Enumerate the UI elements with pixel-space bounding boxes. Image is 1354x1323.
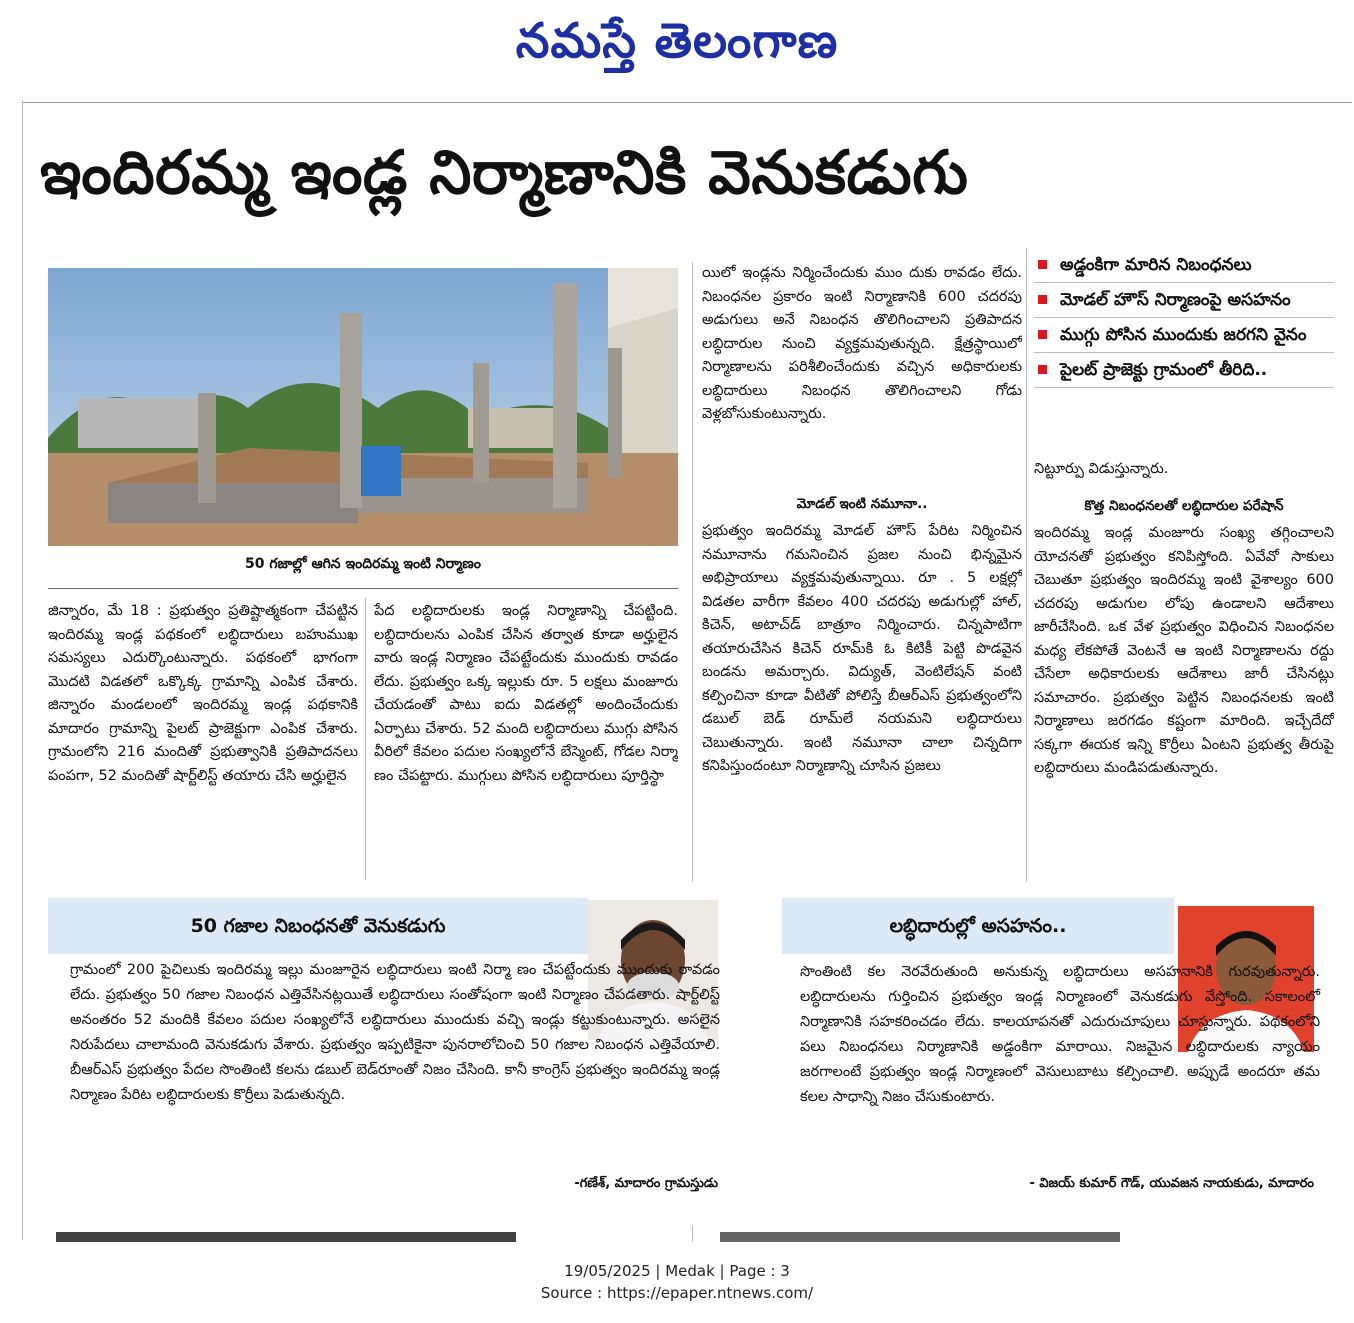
column-divider [1026,248,1027,882]
article-column-4b: ఇందిరమ్మ ఇండ్ల మంజూరు సంఖ్య తగ్గించాలని యోచనతో ప్రభుత్వం కనిపిస్తోంది. ఏవేవో సాకులు చెబుతూ ప్రభుత్వం ఇందిరమ్మ ఇంటి వైశాల్యం 600 చదరపు అడుగుల లోపు ఉండాలని ఆదేశాలు జారీచేసింది. ఒక వేళ ప్రభుత్వం విధించిన నిబంధనల మధ్య లేకపోతే వెంటనే ఆ ఇంటి నిర్మాణాలను రద్దు చేసేలా అధికారులకు ఆదేశాలు జారీ చేసినట్లు సమాచారం. ప్రభుత్వం పెట్టిన నిబంధనలకు ఇంటి నిర్మాణాలు జరగడం కష్టంగా మారింది. ఇచ్చేదేదో సక్కగా ఈయక ఇన్ని కొర్రీలు ఏంటని ప్రభుత్వ తీరుపై లబ్ధిదారులు మండిపడుతున్నారు. [1034,525,1334,776]
box-title: లబ్ధిదారుల్లో అసహనం.. [782,898,1174,954]
subheading-new-rules: కొత్త నిబంధనలతో లబ్ధిదారుల పరేషాన్ [1084,498,1284,514]
box-body: గ్రామంలో 200 పైచిలుకు ఇందిరమ్మ ఇల్లు మంజూరైన లబ్ధిదారులు ఇంటి నిర్మా ణం చేపట్టేందుకు ముందుకు రావడం లేదు. ప్రభుత్వం 50 గజాల నిబంధన ఎత్తివేసినట్లయితే లబ్ధిదారులు సంతోషంగా ఇంటి నిర్మాణం చేపడతారు. షార్ట్‌లిస్ట్ అనంతరం 52 మందికి కేవలం పదుల సంఖ్యలోనే లబ్ధిదారులు ముందుకు వచ్చి ఇండ్లు కట్టుకుంటున్నారు. అసలైన నిరుపేదలు చాలామంది వెనుకడుగు వేశారు. ప్రభుత్వం ఇప్పటికైనా పునరాలోచించి 50 గజాల నిబంధన ఎత్తివేయాలి. బీఆర్ఎస్ ప్రభుత్వం పేదల సొంతింటి కలను డబుల్ బెడ్‌రూంతో నిజం చేసింది. కానీ కాంగ్రెస్ ప్రభుత్వం ఇందిరమ్మ ఇండ్ల నిర్మాణం పేరిట లబ్ధిదారులకు కొర్రీలు పెడుతున్నది. [70,962,720,1103]
article-column-4a: నిట్టూర్పు విడుస్తున్నారు. [1034,461,1169,477]
article-column-2: పేద లబ్ధిదారులకు ఇండ్ల నిర్మాణాన్ని చేపట్టింది. లబ్ధిదారులను ఎంపిక చేసిన తర్వాత కూడా అర్హులైన వారు ఇండ్ల నిర్మాణం చేపట్టేందుకు ముందుకు రావడం లేదు. ప్రభుత్వం ఒక్క ఇల్లుకు రూ. 5 లక్షలు మంజూరు చేయడంతో పాటు ఐదు విడతల్లో అందించేందుకు ఏర్పాటు చేశారు. 52 మంది లబ్ధిదారులు ముగ్గు పోసిన వీరిలో కేవలం పదుల సంఖ్యలోనే బేస్మెంట్, గోడల నిర్మా ణం చేపట్టారు. ముగ్గులు పోసిన లబ్ధిదారులు పూర్తిస్థా [374,603,678,784]
highlight-item: మోడల్ హౌస్ నిర్మాణంపై అసహనం [1034,283,1334,317]
masthead: నమస్తే తెలంగాణ [515,13,839,69]
column-divider [692,262,693,882]
article-column-3a: యిలో ఇండ్లను నిర్మించేందుకు ముం దుకు రావడం లేదు. నిబంధనల ప్రకారం ఇంటి నిర్మాణానికి 600 చదరపు అడుగులు అనే నిబంధన తొలిగించాలని ప్రతిపాదన లబ్ధిదారుల నుంచి వ్యక్తమవుతున్నది. క్షేత్రస్థాయిలో నిర్మాణాలను పరిశీలించేందుకు వచ్చిన అధికారులకు లబ్ధిదారులు నిబంధన తొలిగించాలని గోడు వెళ్లబోసుకుంటున్నారు. [702,265,1022,422]
footer-source: Source : https://epaper.ntnews.com/ [540,1284,814,1302]
construction-photo [48,268,678,546]
signature: -గణేశ్, మాదారం గ్రామస్తుడు [574,1176,718,1191]
article-column-1: జిన్నారం, మే 18 : ప్రభుత్వం ప్రతిష్టాత్మకంగా చేపట్టిన ఇందిరమ్మ ఇండ్ల పథకంలో లబ్ధిదారులు బహుముఖ సమస్యలు ఎదుర్కొంటున్నారు. పథకంలో భాగంగా మొదటి విడతలో ఒక్కొక్క గ్రామాన్ని ఎంపిక చేశారు. జిన్నారం మండలంలో ఇందిరమ్మ ఇండ్ల పథకానికి మాదారం గ్రామాన్ని పైలట్ ప్రాజెక్టుగా ఎంపిక చేశారు. గ్రామంలోని 216 మందితో ప్రభుత్వానికి ప్రతిపాదనలు పంపగా, 52 మందితో షార్ట్‌లిస్ట్ తయారు చేసి అర్హులైన [48,603,358,784]
article-column-3b: ప్రభుత్వం ఇందిరమ్మ మోడల్ హౌస్ పేరిట నిర్మించిన నమూనాను గమనించిన ప్రజల నుంచి భిన్నమైన అభిప్రాయాలు వ్యక్తమవుతున్నాయి. రూ . 5 లక్షల్లో విడతల వారీగా కేవలం 400 చదరపు అడుగుల్లో హాల్, కిచెన్, అటాచ్‌డ్ బాత్రూం నిర్మించారు. చిన్నపాటిగా తయారుచేసిన కిచెన్ రూమ్‌కి ఓ కిటికీ పెట్టి పొడవైన బండను అమర్చారు. విద్యుత్, వెంటిలేషన్ వంటి కల్పించినా కూడా వీటితో పోలిస్తే బీఆర్ఎస్ ప్రభుత్వంలోని డబుల్ బెడ్ రూమ్‌లే నయమని లబ్ధిదారులు చెబుతున్నారు. ఇంటి నమూనా చాలా చిన్నదిగా కనిపిస్తుందంటూ నిర్మాణాన్ని చూసిన ప్రజలు [702,523,1022,774]
photo-caption: 50 గజాల్లో ఆగిన ఇందిరమ్మ ఇంటి నిర్మాణం [245,556,481,572]
top-rule [22,102,1352,103]
highlight-item: అడ్డంకిగా మారిన నిబంధనలు [1034,248,1334,282]
highlights-list [1034,248,1334,388]
box-body: సొంతింటి కల నెరవేరుతుంది అనుకున్న లబ్ధిదారులు అసహనానికి గురవుతున్నారు. లబ్ధిదారులను గుర్తించిన ప్రభుత్వం ఇండ్ల నిర్మాణంలో వెనుకడుగు వేస్తోంది. సకాలంలో నిర్మాణానికి సహకరించడం లేదు. కాలయాపనతో ఎదురుచూపులు చూస్తున్నారు. పథకంలోని పలు నిబంధనలు నిర్మాణానికి అడ్డంకిగా మారాయి. నిజమైన లబ్ధిదారులకు న్యాయం జరగాలంటే ప్రభుత్వం ఇండ్ల నిర్మాణంలో వెసులుబాటు కల్పించాలి. అప్పుడే అందరూ తమ కలల సాధాన్ని నిజం చేసుకుంటారు. [800,964,1320,1105]
crop-mask [22,1242,1352,1252]
left-rule [22,100,23,1240]
highlight-item: ముగ్గు పోసిన ముందుకు జరగని వైనం [1034,318,1334,352]
signature: - విజయ్ కుమార్ గౌడ్, యువజన నాయకుడు, మాదారం [1029,1176,1314,1191]
footer-date-page: 19/05/2025 | Medak | Page : 3 [564,1262,790,1280]
box-title: 50 గజాల నిబంధనతో వెనుకడుగు [48,898,588,954]
column-divider [365,598,366,880]
caption-rule [48,588,678,589]
subheading-model-house: మోడల్ ఇంటి నమూనా.. [796,496,928,512]
quote-box-vijay [782,898,1334,1204]
headline: ఇందిరమ్మ ఇండ్ల నిర్మాణానికి వెనుకడుగు [40,138,969,208]
highlight-item: పైలట్ ప్రాజెక్టు గ్రామంలో తీరిది.. [1034,353,1334,387]
divider [1034,387,1334,388]
quote-box-ganesh [48,898,718,1204]
